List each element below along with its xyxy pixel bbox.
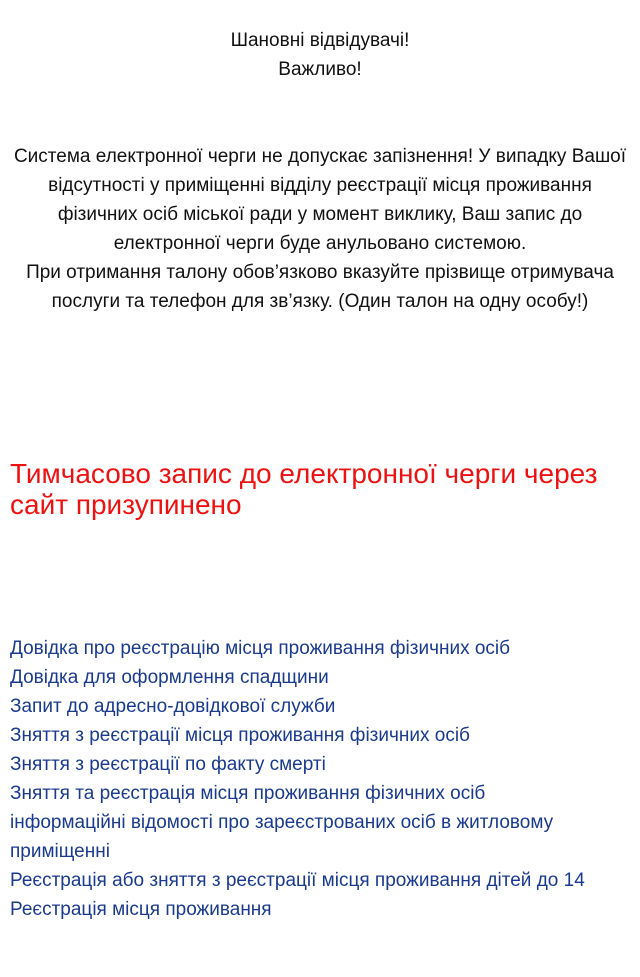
queue-notice	[8, 142, 632, 316]
service-link-deregistration-and-registration[interactable]: Зняття та реєстрація місця проживання фізичних осіб	[10, 783, 486, 804]
list-item	[10, 663, 630, 692]
service-link-deregistration[interactable]: Зняття з реєстрації місця проживання фізичних осіб	[10, 725, 470, 746]
service-link-address-inquiry[interactable]: Запит до адресно-довідкової служби	[10, 696, 336, 717]
greeting-header	[0, 26, 640, 84]
list-item	[10, 895, 630, 924]
notice-paragraph-ticket: При отримання талону обов’язково вказуйте прізвище отримувача послуги та телефон для зв’язку. (Один талон на одну особу!)	[26, 262, 614, 312]
service-link-residents-info[interactable]: інформаційні відомості про зареєстрованих осіб в житловому приміщенні	[10, 812, 554, 862]
list-item	[10, 866, 630, 895]
list-item	[10, 808, 630, 866]
service-link-list	[10, 634, 630, 924]
service-link-children-registration[interactable]: Реєстрація або зняття з реєстрації місця проживання дітей до 14	[10, 870, 585, 891]
greeting-title: Шановні відвідувачі!	[230, 30, 410, 51]
notice-paragraph-absence: Система електронної черги не допускає запізнення! У випадку Вашої відсутності у приміщенні відділу реєстрації місця проживання фізичних осіб міської ради у момент виклику, Ваш запис до електронної черги буде анульовано системою.	[13, 146, 627, 254]
list-item	[10, 634, 630, 663]
suspension-alert: Тимчасово запис до електронної черги через сайт призупинено	[10, 458, 598, 520]
list-item	[10, 779, 630, 808]
service-link-inheritance-certificate[interactable]: Довідка для оформлення спадщини	[10, 667, 329, 688]
service-link-deregistration-death[interactable]: Зняття з реєстрації по факту смерті	[10, 754, 326, 775]
service-link-registration-certificate[interactable]: Довідка про реєстрацію місця проживання фізичних осіб	[10, 638, 511, 659]
greeting-important: Важливо!	[278, 59, 362, 80]
list-item	[10, 750, 630, 779]
service-link-residence-registration[interactable]: Реєстрація місця проживання	[10, 899, 272, 920]
list-item	[10, 692, 630, 721]
list-item	[10, 721, 630, 750]
